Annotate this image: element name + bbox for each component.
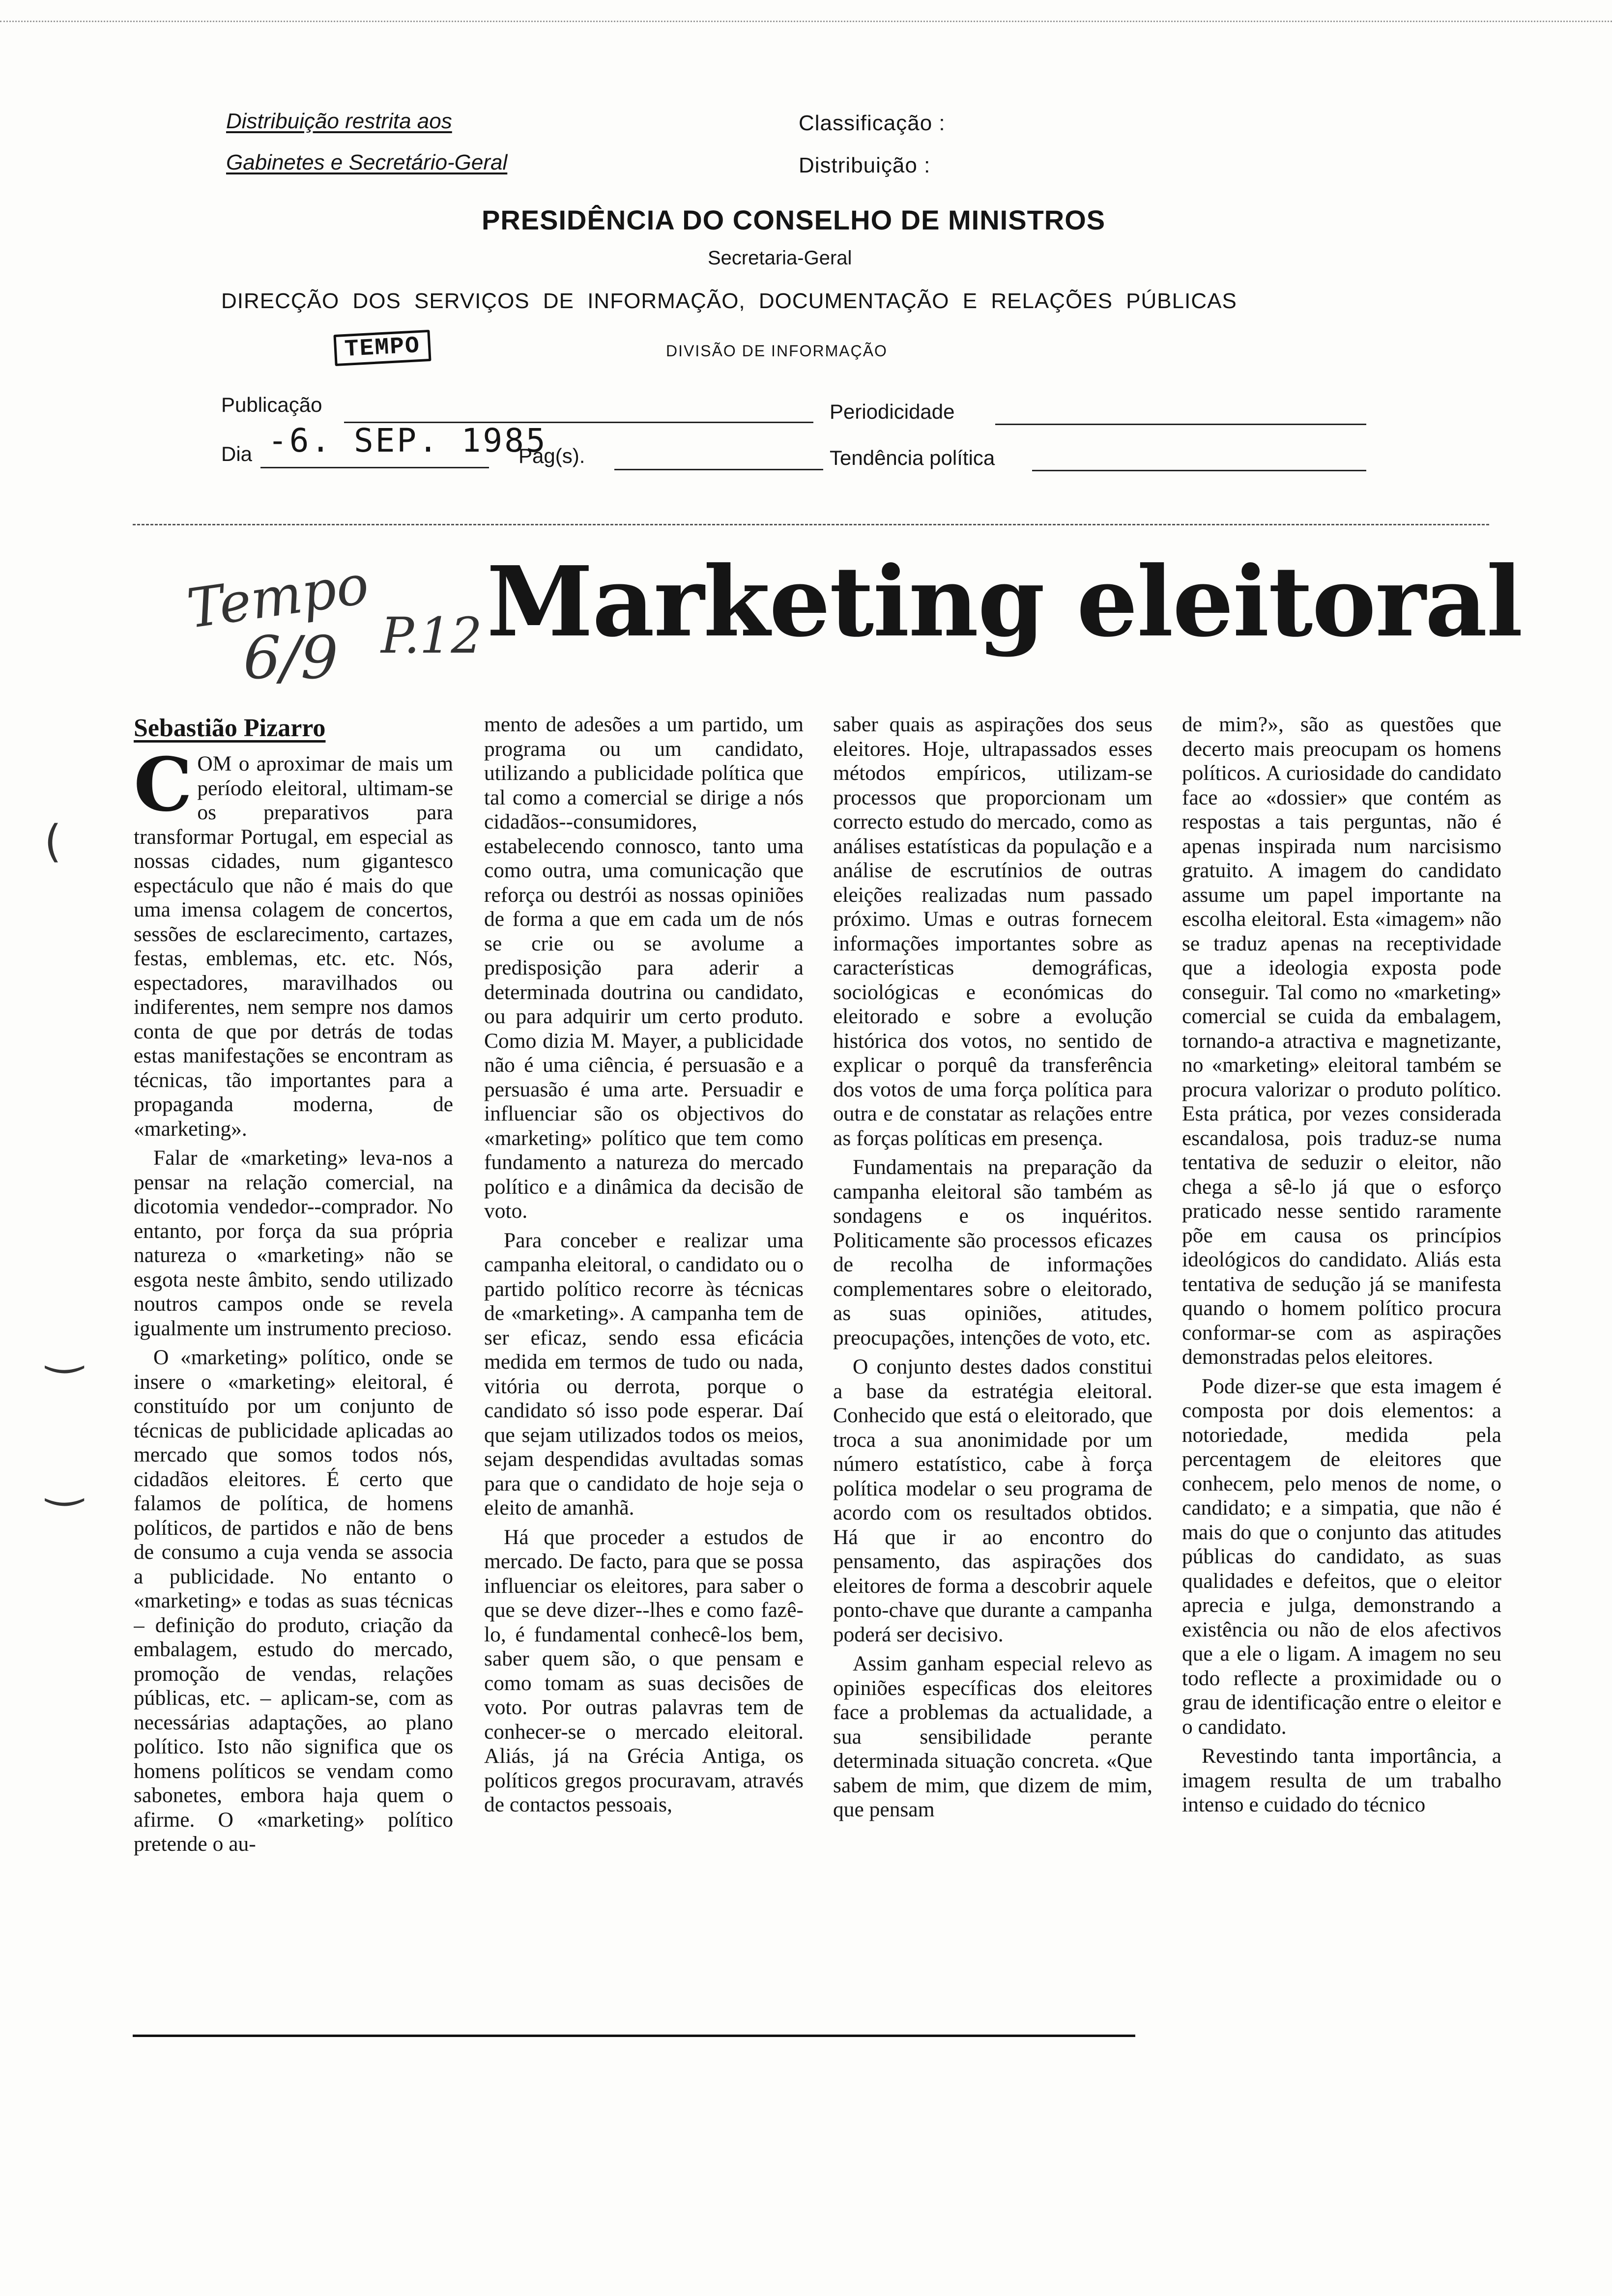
paragraph: Fundamentais na preparação da campanha eleitoral são também as sondagens e os inquéritos. Politicamente são processos eficazes de recolha de informações complementares sobre o eleitorado, as suas opiniões, atitudes, preocupações, intenções de voto, etc.	[833, 1155, 1152, 1349]
handwritten-note-page: P.12	[381, 607, 483, 664]
paragraph	[134, 752, 453, 1141]
tendencia-line	[1032, 470, 1366, 471]
paragraph-text: OM o aproximar de mais um período eleitoral, ultimam-se os preparativos para transformar Portugal, em especial as nossas cidades, num gigantesco espectáculo que não é mais do que uma imensa colagem de concertos, sessões de esclarecimento, cartazes, festas, emblemas, etc. etc. Nós, espectadores, maravilhados ou indiferentes, nem sempre nos damos conta de que por detrás de todas estas manifestações se encontram as técnicas, tão importantes para a propaganda moderna, de «marketing».	[134, 752, 453, 1141]
dia-label: Dia	[221, 442, 253, 465]
separator-rule	[133, 524, 1489, 525]
tendencia-label: Tendência política	[830, 446, 995, 469]
author-byline: Sebastião Pizarro	[134, 714, 326, 742]
article-column-2	[484, 713, 804, 2030]
article-column-4	[1182, 713, 1501, 2030]
paragraph: mento de adesões a um partido, um programa ou um candidato, utilizando a publicidade política que tal como a comercial se dirige a nós cidadãos--consumidores, estabelecendo connosco, tanto uma como outra, uma comunicação que reforça ou destrói as nossas opiniões de forma a que em cada um de nós se crie ou se avolume a predisposição para aderir a determinada doutrina ou candidato, ou para adquirir um certo produto. Como dizia M. Mayer, a publicidade não é uma ciência, é persuasão e a persuasão é uma arte. Persuadir e influenciar são os objectivos do «marketing» político que tem como fundamento a natureza do mercado político e a dinâmica da decisão de voto.	[484, 713, 804, 1223]
presidencia-title: PRESIDÊNCIA DO CONSELHO DE MINISTROS	[482, 204, 1106, 235]
date-stamp: -6. SEP. 1985	[268, 422, 547, 459]
scan-noise-top	[0, 0, 1612, 22]
margin-dash-mark: ‿	[47, 1455, 83, 1506]
dia-line	[260, 467, 489, 468]
pags-label: Pág(s).	[518, 444, 585, 467]
handwritten-note-date: 6/9	[243, 624, 339, 692]
article-bottom-rule	[133, 2035, 1135, 2037]
article-column-1	[134, 752, 453, 2030]
paragraph: saber quais as aspirações dos seus eleitores. Hoje, ultrapassados esses métodos empíricos, utilizam-se processos que proporcionam um correcto estudo do mercado, como as análises estatísticas da população e a análise de escrutínios de outras eleições realizadas num passado próximo. Umas e outras fornecem informações importantes sobre as características demográficas, sociológicas e económicas do eleitorado e sobre a evolução histórica dos votos, no sentido de explicar o porquê da transferência dos votos de uma força política para outra e de constatar as relações entre as forças políticas em presença.	[833, 713, 1152, 1150]
pags-line	[614, 469, 823, 470]
restricted-line-2: Gabinetes e Secretário-Geral	[226, 150, 508, 174]
paragraph: Assim ganham especial relevo as opiniões específicas dos eleitores face a problemas da actualidade, a sua sensibilidade perante determinada situação concreta. «Que sabem de mim, que dizem de mim, que pensam	[833, 1652, 1152, 1821]
paragraph: Falar de «marketing» leva-nos a pensar na relação comercial, na dicotomia vendedor--comprador. No entanto, por força da sua própria natureza o «marketing» não se esgota neste âmbito, sendo utilizado noutros campos onde se revela igualmente um instrumento precioso.	[134, 1146, 453, 1340]
article-column-3	[833, 713, 1152, 2030]
paragraph: O «marketing» político, onde se insere o «marketing» eleitoral, é constituído por um conjunto de técnicas de publicidade aplicadas ao mercado que somos todos nós, cidadãos eleitores. É certo que falamos de política, de homens políticos, de partidos e não de bens de consumo a cuja venda se associa a publicidade. No entanto o «marketing» e todas as suas técnicas – definição do produto, criação da embalagem, estudo do mercado, promoção de vendas, relações públicas, etc. – aplicam-se, com as necessárias adaptações, ao plano político. Isto não significa que os homens políticos se vendam como sabonetes, embora haja quem o afirme. O «marketing» político pretende o au-	[134, 1346, 453, 1856]
classificacao-label: Classificação :	[799, 111, 946, 135]
margin-dash-mark: ‿	[47, 1322, 83, 1374]
publicacao-label: Publicação	[221, 393, 322, 416]
periodicidade-label: Periodicidade	[830, 400, 955, 423]
paragraph: de mim?», são as questões que decerto mais preocupam os homens políticos. A curiosidade do candidato face ao «dossier» que contém as respostas a tais perguntas, não é apenas inspirada num narcisismo gratuito. A imagem do candidato assume um papel importante na escolha eleitoral. Esta «imagem» não se traduz apenas na receptividade que a ideologia exposta pode conseguir. Tal como no «marketing» comercial se cuida da embalagem, tornando-a atractiva e magnetizante, no «marketing» eleitoral também se procura valorizar o produto político. Esta prática, por vezes considerada escandalosa, pois traduz-se numa tentativa de seduzir o eleitor, não chega a sê-lo já que o esforço praticado nesse sentido raramente põe em causa os princípios ideológicos do candidato. Aliás esta tentativa de sedução já se manifesta quando o homem político procura conformar-se com as aspirações demonstradas pelos eleitores.	[1182, 713, 1501, 1369]
distribuicao-label: Distribuição :	[799, 153, 931, 177]
periodicidade-line	[995, 424, 1366, 425]
secretaria-geral: Secretaria-Geral	[708, 247, 852, 269]
paragraph: Revestindo tanta importância, a imagem resulta de um trabalho intenso e cuidado do técnico	[1182, 1744, 1501, 1816]
tempo-stamp: TEMPO	[333, 330, 431, 366]
margin-bracket-mark: (	[44, 816, 62, 867]
divisao-informacao: DIVISÃO DE INFORMAÇÃO	[666, 342, 888, 360]
handwritten-note-publication: Tempo	[183, 552, 373, 641]
direccao-line: DIRECÇÃO DOS SERVIÇOS DE INFORMAÇÃO, DOCUMENTAÇÃO E RELAÇÕES PÚBLICAS	[221, 289, 1237, 313]
paragraph: O conjunto destes dados constitui a base da estratégia eleitoral. Conhecido que está o eleitorado, que troca a sua anonimidade por um número estatístico, cabe à força política modelar o seu programa de acordo com os resultados obtidos. Há que ir ao encontro do pensamento, das aspirações dos eleitores de forma a descobrir aquele ponto-chave que durante a campanha poderá ser decisivo.	[833, 1355, 1152, 1646]
paragraph: Há que proceder a estudos de mercado. De facto, para que se possa influenciar os eleitores, para saber o que se deve dizer--lhes e como fazê-lo, é fundamental conhecê-los bem, saber quem são, o que pensam e como tomam as suas decisões de voto. Por outras palavras tem de conhecer-se o mercado eleitoral. Aliás, já na Grécia Antiga, os políticos gregos procuravam, através de contactos pessoais,	[484, 1525, 804, 1816]
article-headline: Marketing eleitoral	[487, 545, 1522, 659]
drop-cap: C	[134, 752, 193, 828]
paragraph: Pode dizer-se que esta imagem é composta por dois elementos: a notoriedade, medida pela percentagem de eleitores que conhecem, pelo menos de nome, o candidato; e a simpatia, que não é mais do que o conjunto das atitudes públicas do candidato, as suas qualidades e defeitos, que o eleitor aprecia e julga, demonstrando a existência ou não de elos afectivos que a ele o ligam. A imagem no seu todo reflecte a proximidade ou o grau de identificação entre o eleitor e o candidato.	[1182, 1374, 1501, 1739]
restricted-line-1: Distribuição restrita aos	[226, 109, 452, 133]
paragraph: Para conceber e realizar uma campanha eleitoral, o candidato ou o partido político recorre às técnicas de «marketing». A campanha tem de ser eficaz, sendo essa eficácia medida em termos de tudo ou nada, vitória ou derrota, porque o candidato só isso pode esperar. Daí que sejam utilizados todos os meios, sejam despendidas avultadas somas para que o candidato de hoje seja o eleito de amanhã.	[484, 1228, 804, 1520]
